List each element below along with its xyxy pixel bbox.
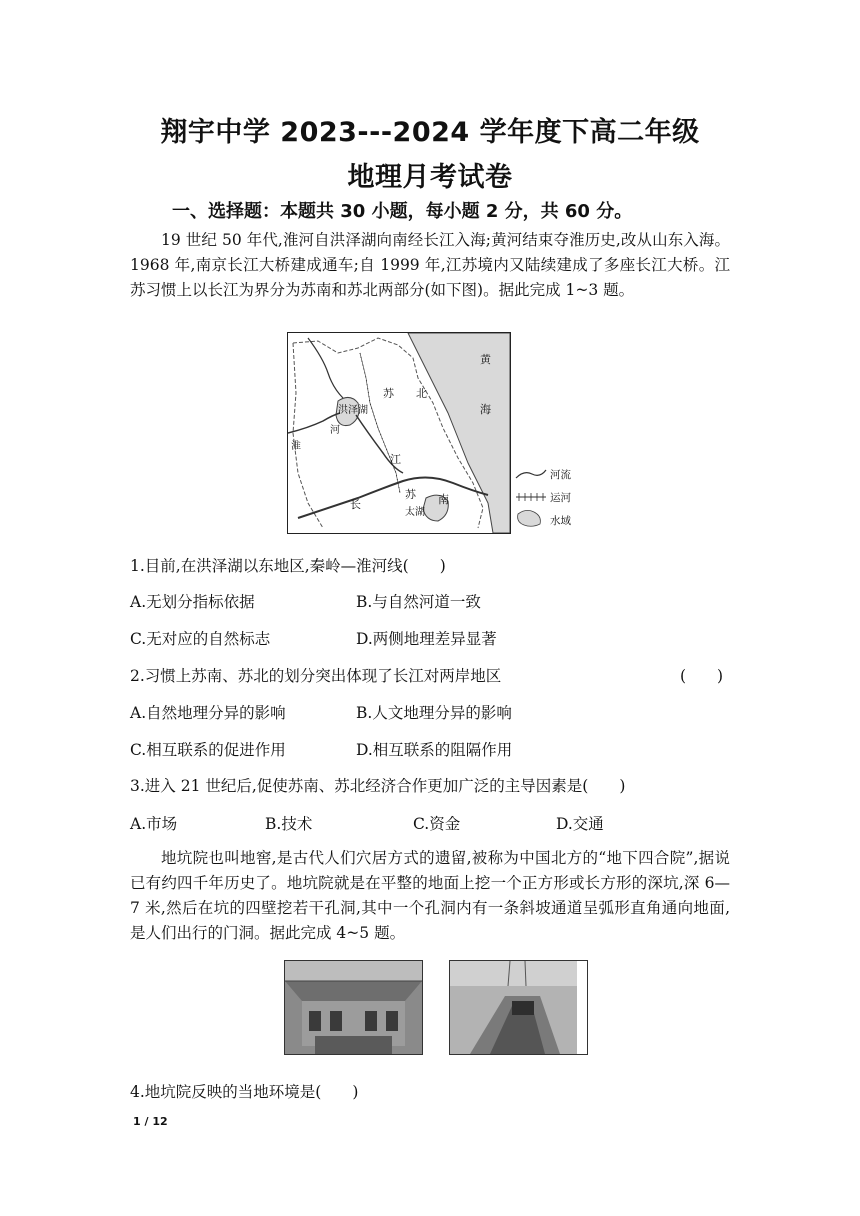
question-4-stem: 4.地坑院反映的当地环境是( ) [130,1083,359,1101]
map-label-su-north: 苏 [383,387,394,400]
question-2-stem: 2.习惯上苏南、苏北的划分突出体现了长江对两岸地区 [130,667,502,685]
question-2-option-c: C.相互联系的促进作用 [130,741,286,759]
question-1-option-d: D.两侧地理差异显著 [356,630,497,648]
question-1-stem: 1.目前,在洪泽湖以东地区,秦岭—淮河线( ) [130,557,446,575]
map-legend [514,462,594,532]
legend-canal-label: 运河 [550,492,571,504]
question-3-stem: 3.进入 21 世纪后,促使苏南、苏北经济合作更加广泛的主导因素是( ) [130,777,626,795]
map-label-he: 河 [330,425,340,436]
map-legend-symbols [514,462,548,532]
legend-water-symbol [518,510,541,526]
legend-river-symbol [516,470,546,478]
map-label-bei: 北 [416,387,427,400]
question-3-option-c: C.资金 [413,815,461,833]
map-label-huang: 黄 [480,353,491,366]
map-label-nan: 南 [438,493,449,506]
passage-2: 地坑院也叫地窖,是古代人们穴居方式的遗留,被称为中国北方的“地下四合院”,据说已有约四千年历史了。地坑院就是在平整的地面上挖一个正方形或长方形的深坑,深 6—7 米,然后在坑的四壁挖若干孔洞,其中一个孔洞内有一条斜坡通道呈弧形直角通向地面,是人们出行的门洞。据此完成 4~5 题。 [130,849,730,942]
map-label-chang: 长 [350,498,361,511]
map-label-hai: 海 [480,403,491,416]
map-label-su-south: 苏 [405,488,416,501]
passage-1: 19 世纪 50 年代,淮河自洪泽湖向南经长江入海;黄河结束夺淮历史,改从山东入海。1968 年,南京长江大桥建成通车;自 1999 年,江苏境内又陆续建成了多座长江大桥。江苏习惯上以长江为界分为苏南和苏北两部分(如下图)。据此完成 1~3 题。 [130,231,730,299]
question-2-option-a: A.自然地理分异的影响 [130,704,286,722]
dikengyuan-photo-entrance [449,960,588,1055]
question-1-option-c: C.无对应的自然标志 [130,630,271,648]
legend-river-label: 河流 [550,469,571,481]
dikengyuan-photo-courtyard [284,960,423,1055]
legend-water-label: 水域 [550,515,571,527]
page-title-line1: 翔宇中学 2023---2024 学年度下高二年级 [160,117,700,148]
map-label-taihu: 太湖 [405,507,425,518]
entrance-photo-graphic [450,961,577,1054]
section-heading: 一、选择题：本题共 30 小题，每小题 2 分，共 60 分。 [172,201,633,222]
map-label-hongzehu: 洪泽湖 [338,405,368,416]
question-3-option-d: D.交通 [556,815,604,833]
page-number: 1 / 12 [133,1115,168,1128]
question-2-option-d: D.相互联系的阻隔作用 [356,741,513,759]
question-3-option-b: B.技术 [265,815,313,833]
page-title-line2: 地理月考试卷 [347,162,513,193]
map-graphic [288,333,510,533]
map-label-huai: 淮 [291,441,301,452]
question-3-option-a: A.市场 [130,815,178,833]
map-label-jiang: 江 [390,453,401,466]
question-1-option-b: B.与自然河道一致 [356,593,481,611]
question-1-option-a: A.无划分指标依据 [130,593,255,611]
courtyard-photo-graphic [285,961,422,1054]
question-2-answer-paren: ( ) [680,667,724,685]
question-2-option-b: B.人文地理分异的影响 [356,704,512,722]
jiangsu-map [287,332,511,534]
